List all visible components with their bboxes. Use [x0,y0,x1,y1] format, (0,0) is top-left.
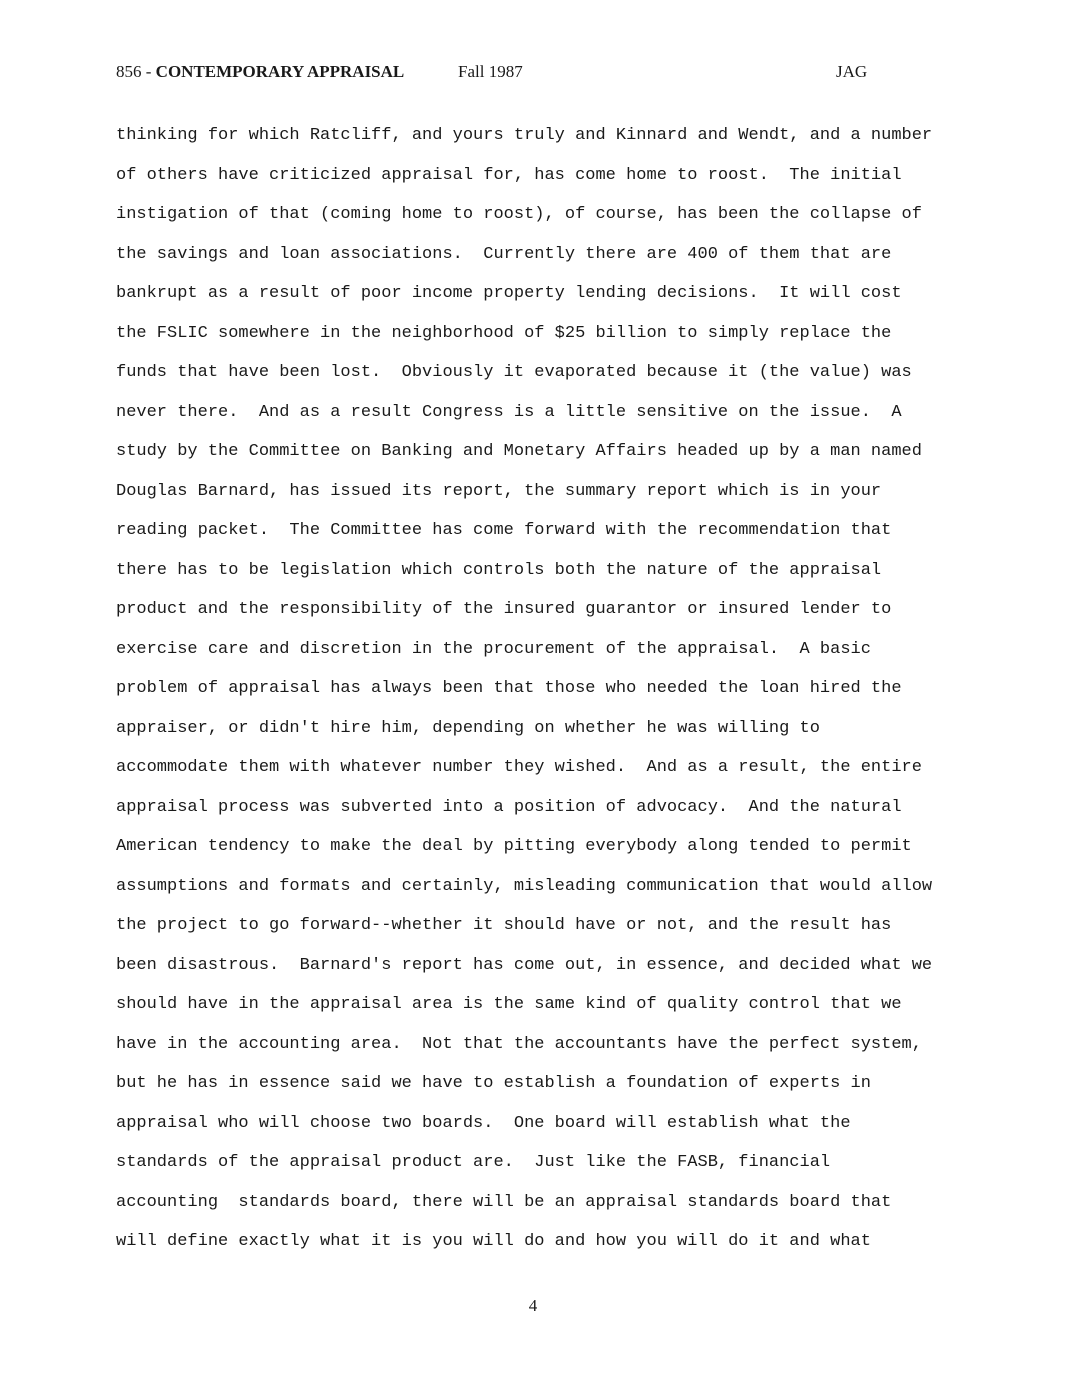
course-title: CONTEMPORARY APPRAISAL [155,62,405,81]
text-line: but he has in essence said we have to establish a foundation of experts in [116,1074,871,1093]
text-line: the FSLIC somewhere in the neighborhood of $25 billion to simply replace the [116,323,892,343]
text-line: bankrupt as a result of poor income property lending decisions. It will cost [116,284,902,303]
text-line: appraisal process was subverted into a position of advocacy. And the natural [116,797,902,817]
text-line: study by the Committee on Banking and Monetary Affairs headed up by a man named [116,442,922,461]
text-line: appraisal who will choose two boards. One board will establish what the [116,1113,851,1133]
text-line: should have in the appraisal area is the same kind of quality control that we [116,995,902,1014]
text-line: been disastrous. Barnard's report has come out, in essence, and decided what we [116,955,933,975]
text-line: accounting standards board, there will be an appraisal standards board that [116,1192,892,1212]
text-line: the savings and loan associations. Currently there are 400 of them that are [116,244,892,264]
text-line: funds that have been lost. Obviously it evaporated because it (the value) was [116,363,912,382]
text-line: standards of the appraisal product are. Just like the FASB, financial [116,1153,831,1172]
text-line: there has to be legislation which controls both the nature of the appraisal [116,560,882,580]
text-line: product and the responsibility of the insured guarantor or insured lender to [116,600,892,619]
text-line: instigation of that (coming home to roost), of course, has been the collapse of [116,205,922,224]
course-heading [116,62,404,82]
term-label: Fall 1987 [458,62,523,81]
text-line: assumptions and formats and certainly, misleading communication that would allow [116,876,933,896]
text-line: thinking for which Ratcliff, and yours truly and Kinnard and Wendt, and a number [116,126,933,145]
author-initials: JAG [836,62,868,81]
text-line: will define exactly what it is you will do and how you will do it and what [116,1232,871,1251]
course-number: 856 - [116,62,156,81]
text-line: of others have criticized appraisal for, has come home to roost. The initial [116,165,902,185]
page-number: 4 [528,1296,538,1315]
text-line: exercise care and discretion in the procurement of the appraisal. A basic [116,639,871,659]
page-header [0,62,1066,86]
text-line: never there. And as a result Congress is a little sensitive on the issue. A [116,402,902,422]
text-line: the project to go forward--whether it should have or not, and the result has [116,916,892,935]
text-line: accommodate them with whatever number they wished. And as a result, the entire [116,758,922,777]
text-line: American tendency to make the deal by pitting everybody along tended to permit [116,837,912,856]
text-line: problem of appraisal has always been that those who needed the loan hired the [116,679,902,698]
text-line: Douglas Barnard, has issued its report, the summary report which is in your [116,481,882,501]
transcript-body [116,116,996,1262]
text-line: reading packet. The Committee has come forward with the recommendation that [116,521,892,540]
text-line: appraiser, or didn't hire him, depending on whether he was willing to [116,718,820,738]
text-line: have in the accounting area. Not that the accountants have the perfect system, [116,1034,922,1054]
